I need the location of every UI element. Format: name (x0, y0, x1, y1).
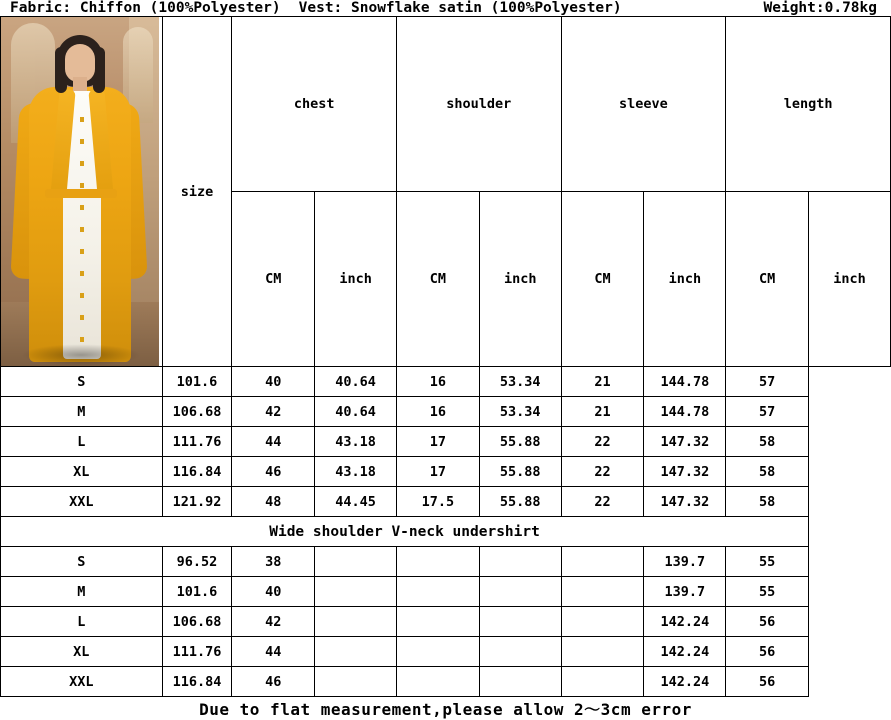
cell-sleeve-inch (561, 667, 644, 697)
cell-sleeve-cm (479, 607, 561, 637)
cell-chest-inch: 40 (232, 577, 315, 607)
table-row (1, 427, 891, 457)
cell-shoulder-inch: 17 (396, 457, 479, 487)
cell-sleeve-cm: 55.88 (479, 487, 561, 517)
cell-chest-inch: 46 (232, 457, 315, 487)
cell-length-inch: 56 (726, 637, 809, 667)
header (0, 0, 891, 16)
subsection-title-row (1, 517, 891, 547)
cell-length-cm: 142.24 (644, 667, 726, 697)
table-row (1, 547, 891, 577)
weight-text: Weight:0.78kg (763, 0, 877, 16)
cell-shoulder-cm (315, 667, 397, 697)
header-left (10, 0, 622, 16)
cell-size: XXL (1, 487, 163, 517)
cell-sleeve-inch: 22 (561, 427, 644, 457)
cell-length-cm: 147.32 (644, 457, 726, 487)
column-header-size: size (162, 17, 232, 367)
cell-shoulder-cm: 43.18 (315, 457, 397, 487)
footer-note: Due to flat measurement,please allow 2～3cm error (199, 700, 692, 719)
cell-shoulder-cm: 43.18 (315, 427, 397, 457)
cell-chest-inch: 42 (232, 397, 315, 427)
cell-chest-cm: 116.84 (162, 667, 232, 697)
cell-sleeve-inch: 22 (561, 487, 644, 517)
cell-shoulder-inch: 16 (396, 367, 479, 397)
unit-chest-cm: CM (232, 192, 315, 367)
cell-sleeve-cm: 53.34 (479, 367, 561, 397)
cell-chest-inch: 46 (232, 667, 315, 697)
cell-chest-cm: 111.76 (162, 427, 232, 457)
cell-chest-cm: 116.84 (162, 457, 232, 487)
cell-length-cm: 144.78 (644, 367, 726, 397)
cell-shoulder-cm: 40.64 (315, 367, 397, 397)
cell-length-cm: 144.78 (644, 397, 726, 427)
cell-shoulder-inch (396, 577, 479, 607)
cell-sleeve-inch (561, 547, 644, 577)
model-neck (73, 77, 87, 91)
cell-sleeve-cm (479, 577, 561, 607)
cell-chest-cm: 106.68 (162, 397, 232, 427)
cell-sleeve-inch (561, 607, 644, 637)
column-header-sleeve: sleeve (561, 17, 726, 192)
column-header-length: length (726, 17, 891, 192)
table-row (1, 457, 891, 487)
cell-length-inch: 57 (726, 367, 809, 397)
cell-size: S (1, 367, 163, 397)
product-photo (1, 17, 159, 366)
subsection-title: Wide shoulder V-neck undershirt (1, 517, 809, 547)
cell-length-inch: 58 (726, 427, 809, 457)
cell-length-cm: 142.24 (644, 607, 726, 637)
cell-chest-inch: 42 (232, 607, 315, 637)
cell-length-inch: 55 (726, 547, 809, 577)
cell-sleeve-cm: 55.88 (479, 457, 561, 487)
table-row (1, 607, 891, 637)
table-row (1, 637, 891, 667)
unit-shoulder-cm: CM (396, 192, 479, 367)
cell-length-cm: 147.32 (644, 427, 726, 457)
cell-shoulder-inch: 17.5 (396, 487, 479, 517)
cell-chest-inch: 44 (232, 637, 315, 667)
table-row (1, 397, 891, 427)
cell-length-cm: 147.32 (644, 487, 726, 517)
cell-chest-inch: 44 (232, 427, 315, 457)
cell-size: M (1, 577, 163, 607)
cell-chest-cm: 101.6 (162, 367, 232, 397)
cell-sleeve-cm: 53.34 (479, 397, 561, 427)
cell-shoulder-cm: 44.45 (315, 487, 397, 517)
cell-size: XXL (1, 667, 163, 697)
cell-chest-inch: 40 (232, 367, 315, 397)
cell-chest-cm: 96.52 (162, 547, 232, 577)
cell-chest-inch: 48 (232, 487, 315, 517)
size-table (0, 16, 891, 697)
cell-length-inch: 57 (726, 397, 809, 427)
cell-size: L (1, 427, 163, 457)
table-row (1, 367, 891, 397)
cell-shoulder-inch: 16 (396, 397, 479, 427)
column-header-chest: chest (232, 17, 397, 192)
cell-shoulder-inch (396, 547, 479, 577)
product-photo-cell (1, 17, 163, 367)
garment-buttons (80, 117, 84, 353)
cell-shoulder-cm (315, 577, 397, 607)
cell-length-inch: 56 (726, 667, 809, 697)
cell-sleeve-inch: 21 (561, 397, 644, 427)
cell-size: XL (1, 637, 163, 667)
column-header-shoulder: shoulder (396, 17, 561, 192)
cell-length-inch: 58 (726, 457, 809, 487)
unit-length-cm: CM (726, 192, 809, 367)
unit-chest-inch: inch (315, 192, 397, 367)
cell-chest-inch: 38 (232, 547, 315, 577)
cell-sleeve-cm (479, 637, 561, 667)
garment-belt (45, 189, 117, 198)
cell-size: XL (1, 457, 163, 487)
table-row (1, 487, 891, 517)
cell-size: L (1, 607, 163, 637)
photo-floor-shadow (21, 344, 141, 366)
unit-shoulder-inch: inch (479, 192, 561, 367)
cell-sleeve-inch: 21 (561, 367, 644, 397)
cell-shoulder-cm (315, 607, 397, 637)
cell-sleeve-cm (479, 547, 561, 577)
cell-length-cm: 142.24 (644, 637, 726, 667)
unit-sleeve-inch: inch (644, 192, 726, 367)
cell-shoulder-inch (396, 607, 479, 637)
cell-size: S (1, 547, 163, 577)
cell-shoulder-inch: 17 (396, 427, 479, 457)
unit-length-inch: inch (809, 192, 891, 367)
cell-sleeve-inch (561, 577, 644, 607)
cell-shoulder-inch (396, 637, 479, 667)
cell-sleeve-cm: 55.88 (479, 427, 561, 457)
unit-sleeve-cm: CM (561, 192, 644, 367)
cell-shoulder-cm (315, 637, 397, 667)
cell-chest-cm: 106.68 (162, 607, 232, 637)
cell-size: M (1, 397, 163, 427)
cell-chest-cm: 101.6 (162, 577, 232, 607)
cell-shoulder-inch (396, 667, 479, 697)
table-header-row (1, 17, 891, 192)
fabric-text: Fabric: Chiffon (100%Polyester) (10, 0, 281, 16)
cell-length-inch: 58 (726, 487, 809, 517)
cell-shoulder-cm (315, 547, 397, 577)
cell-shoulder-cm: 40.64 (315, 397, 397, 427)
cell-sleeve-inch (561, 637, 644, 667)
cell-sleeve-inch: 22 (561, 457, 644, 487)
vest-text: Vest: Snowflake satin (100%Polyester) (298, 0, 622, 16)
cell-length-cm: 139.7 (644, 547, 726, 577)
cell-length-inch: 55 (726, 577, 809, 607)
cell-length-cm: 139.7 (644, 577, 726, 607)
cell-sleeve-cm (479, 667, 561, 697)
cell-chest-cm: 111.76 (162, 637, 232, 667)
cell-length-inch: 56 (726, 607, 809, 637)
table-row (1, 577, 891, 607)
table-row (1, 667, 891, 697)
cell-chest-cm: 121.92 (162, 487, 232, 517)
